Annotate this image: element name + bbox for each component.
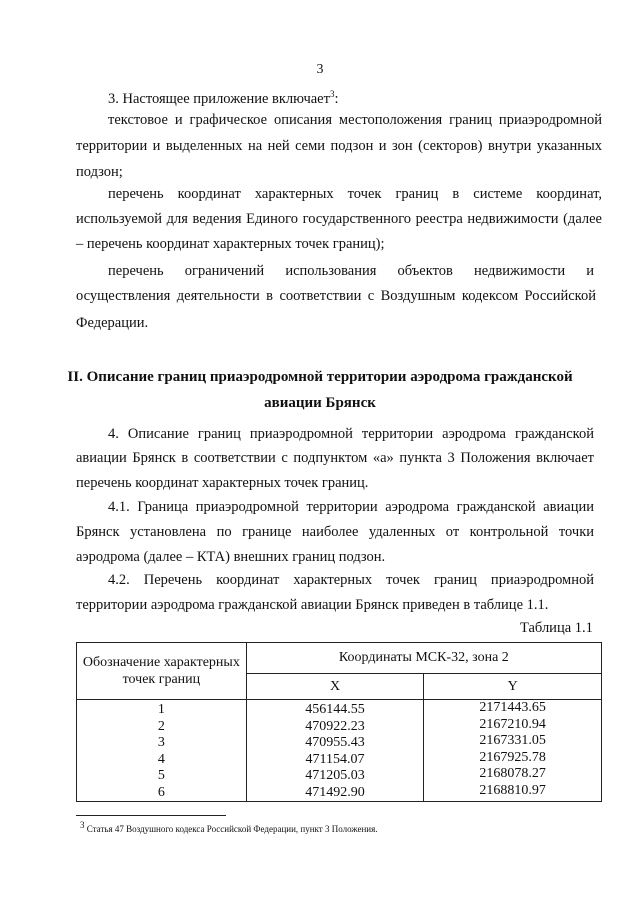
footnote bbox=[80, 820, 378, 834]
table-cell-x: 471492.90 bbox=[305, 784, 365, 800]
table-cell-y: 2167210.94 bbox=[479, 716, 546, 732]
table-cell-y: 2168078.27 bbox=[479, 766, 546, 781]
footnote-reference: 3 bbox=[329, 89, 335, 100]
section-title-line1: II. Описание границ приаэродромной территории аэродрома гражданской bbox=[67, 369, 573, 385]
table-cell-x: 471154.07 bbox=[305, 751, 365, 767]
table-cell-point: 1 bbox=[157, 702, 165, 717]
points-column bbox=[77, 700, 247, 802]
table-cell-y: 2171443.65 bbox=[479, 700, 546, 715]
item3-bullet1-line2: территории и выделенных на ней семи подзон и зон (секторов) внутри указанных bbox=[76, 138, 602, 154]
table-cell-point: 2 bbox=[157, 718, 165, 734]
col-header-y: Y bbox=[424, 673, 602, 699]
page-number: 3 bbox=[316, 62, 324, 77]
item3-intro bbox=[108, 90, 338, 108]
col-header-x: X bbox=[246, 673, 424, 699]
para4-line3: перечень координат характерных точек границ. bbox=[76, 475, 369, 491]
table-cell-point: 4 bbox=[157, 751, 165, 767]
coordinates-table bbox=[76, 642, 602, 802]
footnote-divider bbox=[76, 815, 226, 816]
table-cell-point: 5 bbox=[157, 768, 165, 783]
section-title-line2: авиации Брянск bbox=[264, 395, 376, 411]
item3-bullet1-line3: подзон; bbox=[76, 164, 123, 180]
footnote-text: Статья 47 Воздушного кодекса Российской Федерации, пункт 3 Положения. bbox=[86, 824, 378, 834]
item3-bullet1-line1: текстовое и графическое описания местоположения границ приаэродромной bbox=[108, 112, 602, 128]
table-cell-x: 470922.23 bbox=[305, 718, 365, 734]
para41-line2: Брянск установлена по границе наиболее удаленных от контрольной точки bbox=[76, 524, 594, 540]
para41-line1: 4.1. Граница приаэродромной территории аэродрома гражданской авиации bbox=[108, 499, 594, 515]
item3-bullet2-line3: – перечень координат характерных точек границ); bbox=[76, 236, 385, 252]
para41-line3: аэродрома (далее – КТА) внешних границ подзон. bbox=[76, 549, 386, 565]
item3-intro-text: 3. Настоящее приложение включает bbox=[108, 91, 330, 107]
item3-bullet2-line1: перечень координат характерных точек границ в системе координат, bbox=[108, 186, 602, 202]
table-cell-y: 2167331.05 bbox=[479, 733, 546, 748]
item3-bullet3-line3: Федерации. bbox=[76, 315, 149, 331]
para42-line1: 4.2. Перечень координат характерных точек границ приаэродромной bbox=[108, 572, 594, 588]
para4-line2: авиации Брянск в соответствии с подпунктом «а» пункта 3 Положения включает bbox=[76, 450, 594, 466]
item3-intro-colon: : bbox=[334, 91, 339, 107]
item3-bullet3-line2: осуществления деятельности в соответствии с Воздушным кодексом Российской bbox=[76, 288, 596, 304]
table-cell-point: 3 bbox=[157, 735, 165, 750]
item3-bullet2-line2: используемой для ведения Единого государственного реестра недвижимости (далее bbox=[76, 211, 602, 227]
table-cell-x: 470955.43 bbox=[305, 735, 365, 750]
para42-line2: территории аэродрома гражданской авиации Брянск приведен в таблице 1.1. bbox=[76, 597, 549, 613]
col-header-points: Обозначение характерных точек границ bbox=[77, 643, 247, 700]
table-cell-y: 2167925.78 bbox=[479, 749, 546, 765]
table-cell-point: 6 bbox=[157, 784, 165, 800]
footnote-marker: 3 bbox=[80, 820, 85, 830]
x-column bbox=[246, 700, 424, 802]
table-cell-x: 456144.55 bbox=[305, 702, 365, 717]
y-column bbox=[424, 700, 602, 802]
table-caption: Таблица 1.1 bbox=[520, 620, 593, 636]
table-cell-y: 2168810.97 bbox=[479, 782, 546, 798]
item3-bullet3-line1: перечень ограничений использования объектов недвижимости и bbox=[108, 263, 594, 279]
col-header-coords: Координаты МСК-32, зона 2 bbox=[246, 643, 601, 674]
para4-line1: 4. Описание границ приаэродромной территории аэродрома гражданской bbox=[108, 426, 594, 442]
table-cell-x: 471205.03 bbox=[305, 768, 365, 783]
